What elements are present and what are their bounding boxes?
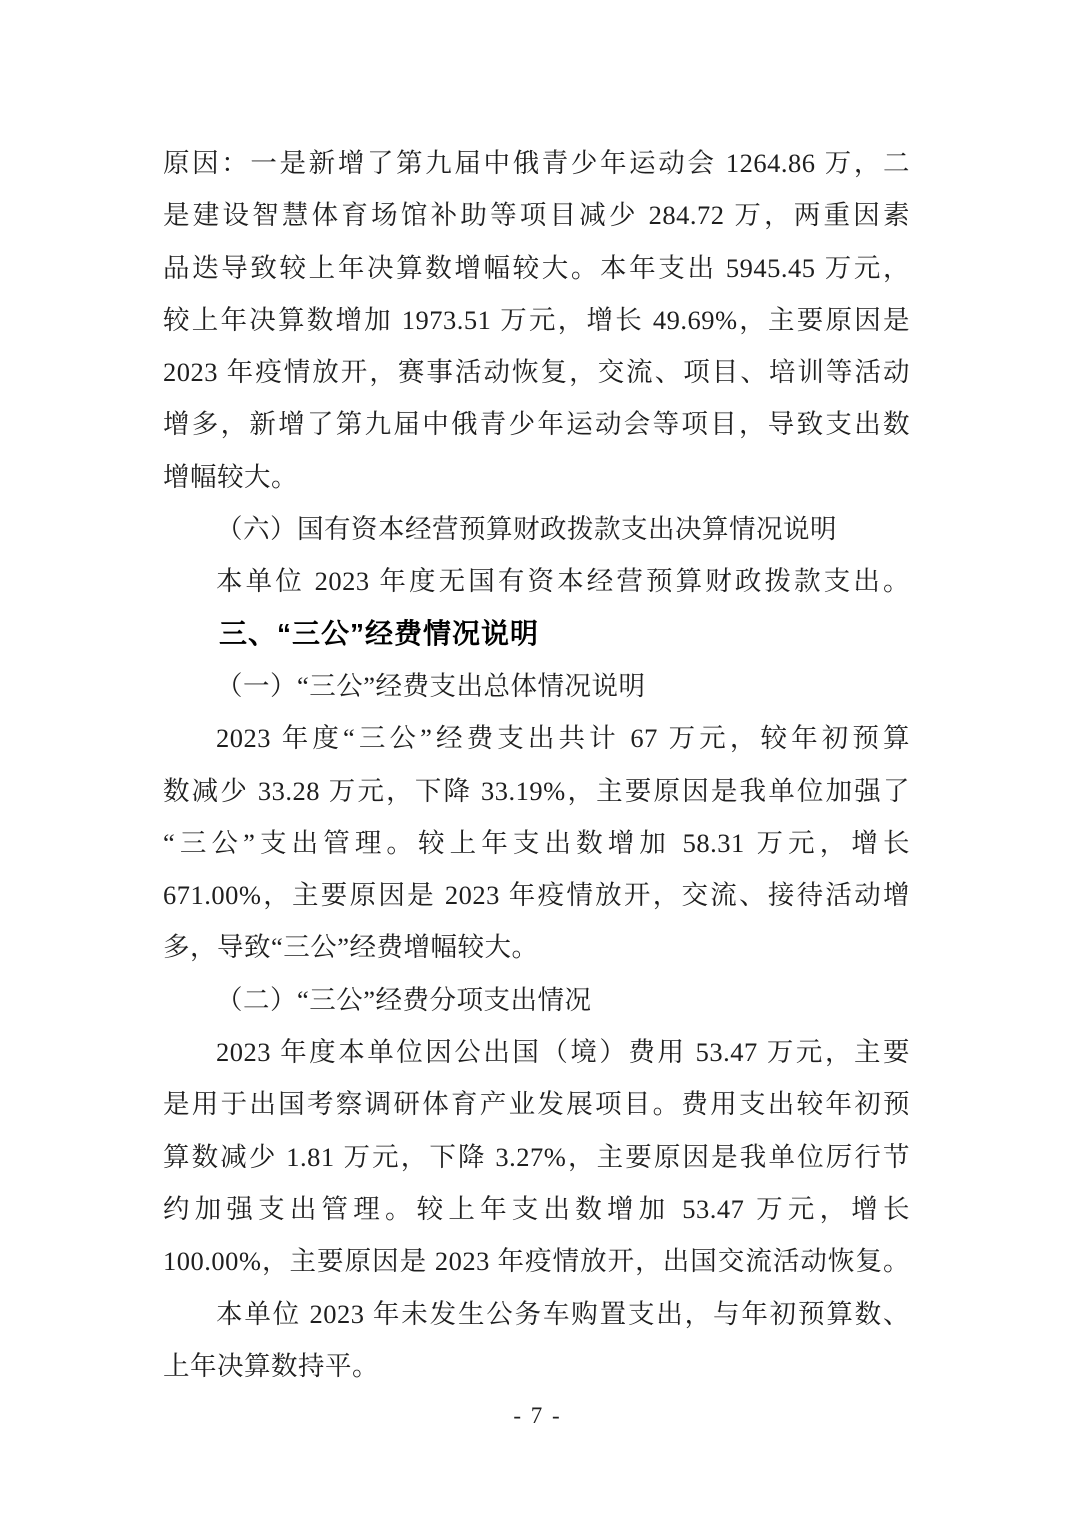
paragraph-line: 增幅较大。: [163, 461, 298, 492]
paragraph-line: “三公”支出管理。较上年支出数增加 58.31 万元，增长: [163, 827, 910, 858]
paragraph-line: 本单位 2023 年未发生公务车购置支出，与年初预算数、: [216, 1298, 910, 1329]
paragraph-line: 是用于出国考察调研体育产业发展项目。费用支出较年初预: [163, 1089, 910, 1120]
paragraph-line: （六）国有资本经营预算财政拨款支出决算情况说明: [216, 514, 837, 545]
paragraph-line: 算数减少 1.81 万元，下降 3.27%，主要原因是我单位厉行节: [163, 1141, 910, 1172]
page-body: [163, 137, 910, 1392]
paragraph-line: 数减少 33.28 万元，下降 33.19%，主要原因是我单位加强了: [163, 775, 910, 806]
paragraph-line: 品迭导致较上年决算数增幅较大。本年支出 5945.45 万元，: [163, 252, 910, 283]
paragraph-line: 是建设智慧体育场馆补助等项目减少 284.72 万，两重因素: [163, 200, 910, 231]
paragraph-line: 本单位 2023 年度无国有资本经营预算财政拨款支出。: [216, 566, 910, 597]
paragraph-line: （一）“三公”经费支出总体情况说明: [216, 670, 646, 701]
paragraph-line: 原因：一是新增了第九届中俄青少年运动会 1264.86 万，二: [163, 148, 910, 178]
paragraph-line: 约加强支出管理。较上年支出数增加 53.47 万元，增长: [163, 1193, 910, 1224]
paragraph-line: 较上年决算数增加 1973.51 万元，增长 49.69%，主要原因是: [163, 304, 910, 335]
paragraph-line: 2023 年疫情放开，赛事活动恢复，交流、项目、培训等活动: [163, 357, 910, 388]
paragraph-line: 2023 年度本单位因公出国（境）费用 53.47 万元，主要: [216, 1037, 910, 1068]
paragraph-line: 多，导致“三公”经费增幅较大。: [163, 932, 539, 963]
paragraph-line: 671.00%，主要原因是 2023 年疫情放开，交流、接待活动增: [163, 880, 910, 911]
section-heading: 三、“三公”经费情况说明: [219, 617, 540, 649]
paragraph-line: 上年决算数持平。: [163, 1350, 379, 1381]
page-number: - 7 -: [513, 1403, 562, 1428]
paragraph-line: 增多，新增了第九届中俄青少年运动会等项目，导致支出数: [163, 409, 910, 440]
paragraph-line: （二）“三公”经费分项支出情况: [216, 984, 592, 1015]
paragraph-line: 2023 年度“三公”经费支出共计 67 万元，较年初预算: [216, 723, 910, 754]
paragraph-line: 100.00%，主要原因是 2023 年疫情放开，出国交流活动恢复。: [163, 1246, 910, 1277]
